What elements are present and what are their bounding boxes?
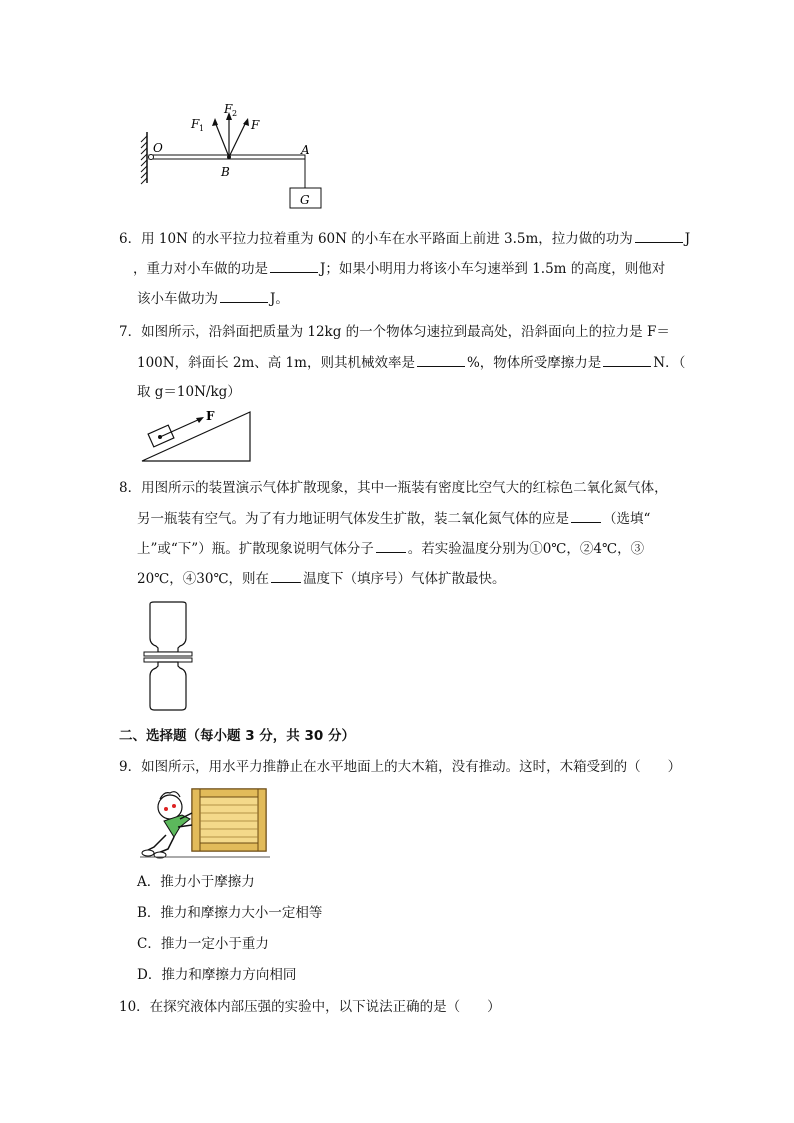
q7-line-3: 取 g＝10N/kg） bbox=[137, 384, 241, 400]
q6-blank-2[interactable] bbox=[270, 258, 318, 273]
q8-line-2: 另一瓶装有空气。为了有力地证明气体发生扩散，装二氧化氮气体的应是 （选填“ bbox=[137, 508, 650, 529]
q7-blank-2[interactable] bbox=[603, 352, 651, 367]
label-f2: F bbox=[224, 102, 233, 116]
q8-line-1: 8．用图所示的装置演示气体扩散现象，其中一瓶装有密度比空气大的红棕色二氧化氮气体， bbox=[119, 480, 668, 496]
q8-line-4: 20℃，④30℃，则在 温度下（填序号）气体扩散最快。 bbox=[137, 568, 506, 589]
q7-line-2: 100N，斜面长 2m、高 1m，则其机械效率是 %，物体所受摩擦力是 N．（ bbox=[137, 352, 685, 373]
q10-stem: 10．在探究液体内部压强的实验中，以下说法正确的是（ ） bbox=[119, 999, 501, 1015]
incline-label-f: F bbox=[206, 409, 215, 423]
q8-blank-2[interactable] bbox=[376, 538, 406, 553]
q6-blank-3[interactable] bbox=[220, 288, 268, 303]
push-box-figure bbox=[140, 785, 270, 860]
q8-blank-1[interactable] bbox=[571, 508, 601, 523]
q7-line-1: 7．如图所示，沿斜面把质量为 12kg 的一个物体匀速拉到最高处，沿斜面向上的拉力是 F＝ bbox=[119, 324, 670, 340]
q6-line-2: ，重力对小车做的功是 J；如果小明用力将该小车匀速举到 1.5m 的高度，则他对 bbox=[133, 258, 665, 279]
label-g: G bbox=[300, 193, 310, 207]
label-f1: F bbox=[191, 117, 200, 131]
label-o: O bbox=[153, 141, 163, 155]
q6-line-3: 该小车做功为 J。 bbox=[137, 288, 289, 309]
lever-figure bbox=[135, 100, 335, 212]
label-f2-sub: 2 bbox=[232, 109, 238, 118]
q9-stem: 9．如图所示，用水平力推静止在水平地面上的大木箱，没有推动。这时，木箱受到的（ ） bbox=[119, 759, 682, 775]
label-a: A bbox=[301, 143, 310, 157]
section-2-title: 二、选择题（每小题 3 分，共 30 分） bbox=[119, 728, 355, 744]
q7-blank-1[interactable] bbox=[417, 352, 465, 367]
label-f: F bbox=[251, 118, 260, 132]
q8-line-3: 上”或“下”）瓶。扩散现象说明气体分子 。若实验温度分别为①0℃，②4℃，③ bbox=[137, 538, 644, 559]
wall-hatching bbox=[141, 136, 147, 184]
incline-figure bbox=[140, 408, 255, 463]
bottles-figure bbox=[140, 600, 196, 712]
q9-option-a[interactable]: A．推力小于摩擦力 bbox=[137, 874, 255, 890]
q8-blank-3[interactable] bbox=[271, 568, 301, 583]
label-b: B bbox=[221, 165, 230, 179]
label-f1-sub: 1 bbox=[199, 124, 205, 133]
q6-blank-1[interactable] bbox=[635, 228, 683, 243]
q9-option-c[interactable]: C．推力一定小于重力 bbox=[137, 936, 269, 952]
q6-line-1: 6．用 10N 的水平拉力拉着重为 60N 的小车在水平路面上前进 3.5m，拉力做的功为 J bbox=[119, 228, 690, 249]
q9-option-d[interactable]: D．推力和摩擦力方向相同 bbox=[137, 967, 297, 983]
q9-option-b[interactable]: B．推力和摩擦力大小一定相等 bbox=[137, 905, 323, 921]
